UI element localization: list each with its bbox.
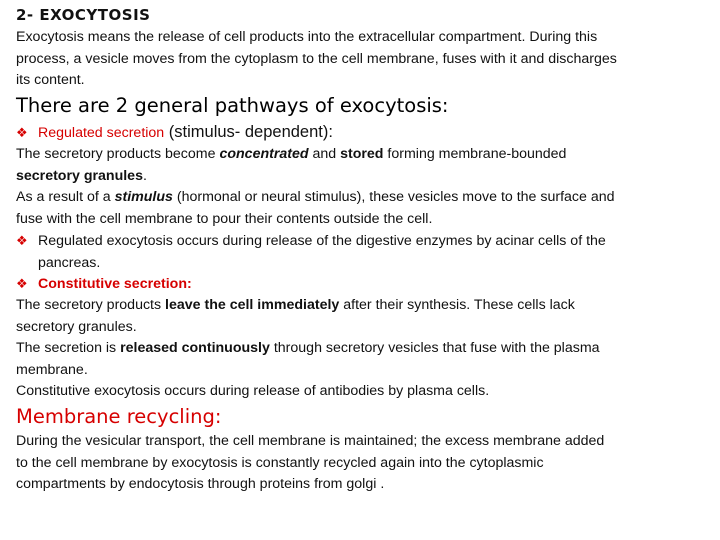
recycling-line-3: compartments by endocytosis through proteins from golgi .: [16, 476, 385, 492]
diamond-bullet-icon: ❖: [16, 276, 28, 291]
intro-line-3: its content.: [16, 72, 85, 88]
leave-emphasis: leave the cell immediately: [165, 297, 340, 313]
constitutive-line-3: The secretion is released continuously through secretory vesicles that fuse with the plasma: [16, 340, 600, 356]
regulated-suffix: (stimulus- dependent):: [164, 123, 333, 141]
diamond-bullet-icon: ❖: [16, 233, 28, 248]
intro-line-2: process, a vesicle moves from the cytoplasm to the cell membrane, fuses with it and discharges: [16, 50, 617, 67]
stored-emphasis: stored: [340, 146, 384, 162]
diamond-bullet-icon: ❖: [16, 125, 28, 140]
recycling-line-2: to the cell membrane by exocytosis is constantly recycled again into the cytoplasmic: [16, 454, 544, 471]
recycling-paragraph: [16, 431, 716, 496]
constitutive-line-1: The secretory products leave the cell immediately after their synthesis. These cells lack: [16, 297, 575, 313]
regulated-line-1: The secretory products become concentrated and stored forming membrane-bounded: [16, 146, 567, 162]
intro-line-1: Exocytosis means the release of cell products into the extracellular compartment. During this: [16, 29, 598, 45]
regulated-body: [16, 144, 716, 274]
regulated-example-cont: pancreas.: [38, 254, 101, 271]
constitutive-heading: [16, 273, 716, 296]
stimulus-emphasis: stimulus: [114, 189, 173, 205]
intro-paragraph: [16, 27, 716, 92]
regulated-line-2: secretory granules.: [16, 167, 147, 184]
regulated-line-3: As a result of a stimulus (hormonal or neural stimulus), these vesicles move to the surface and: [16, 189, 615, 205]
pathways-heading: There are 2 general pathways of exocytosis:: [16, 94, 449, 117]
constitutive-line-4: membrane.: [16, 361, 88, 378]
regulated-heading: [16, 122, 716, 145]
constitutive-label: Constitutive secretion:: [38, 276, 192, 292]
recycling-line-1: During the vesicular transport, the cell membrane is maintained; the excess membrane added: [16, 433, 605, 449]
continuous-emphasis: released continuously: [120, 340, 270, 356]
recycling-heading: Membrane recycling:: [16, 405, 222, 428]
page-title: 2- EXOCYTOSIS: [16, 6, 151, 24]
regulated-example: ❖ Regulated exocytosis occurs during release of the digestive enzymes by acinar cells of the: [16, 230, 716, 253]
concentrated-emphasis: concentrated: [219, 146, 309, 162]
regulated-line-4: fuse with the cell membrane to pour their contents outside the cell.: [16, 210, 433, 227]
constitutive-body: [16, 295, 716, 403]
constitutive-line-2: secretory granules.: [16, 318, 137, 335]
constitutive-line-5: Constitutive exocytosis occurs during release of antibodies by plasma cells.: [16, 383, 490, 399]
granules-emphasis: secretory granules: [16, 167, 143, 184]
regulated-label: Regulated secretion: [38, 125, 165, 141]
